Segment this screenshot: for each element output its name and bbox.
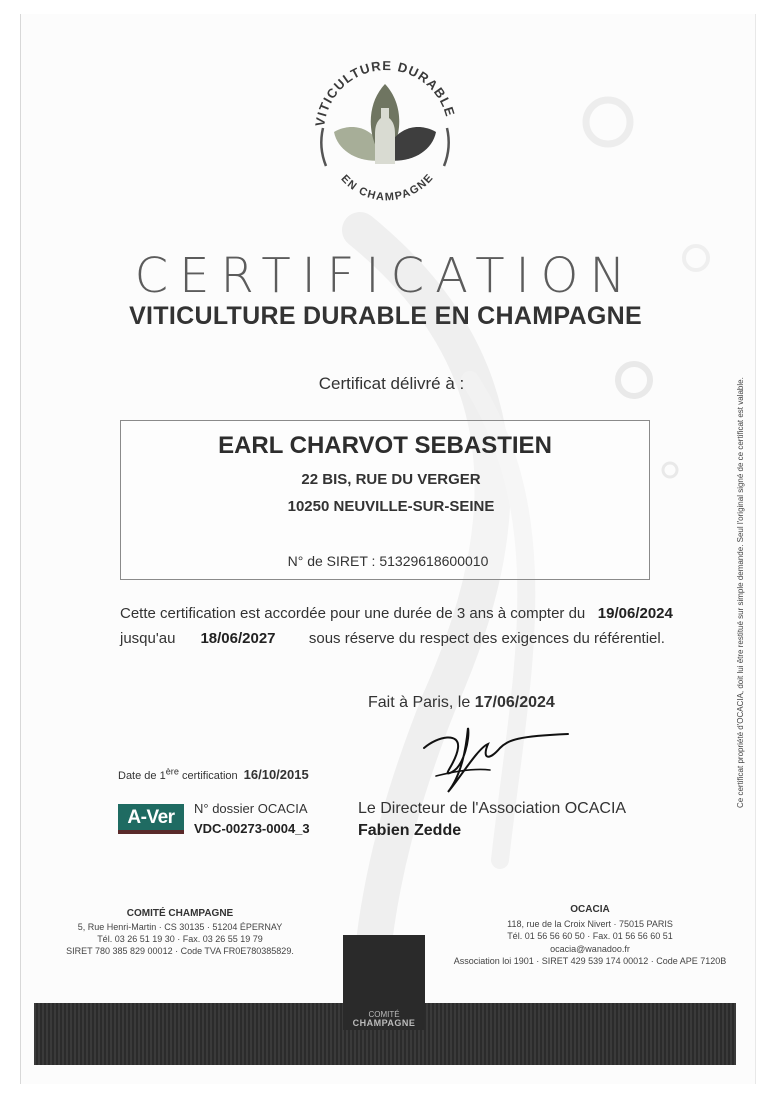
- first-certification: [118, 766, 309, 782]
- director-signature: [418, 718, 578, 798]
- issued-place: Fait à Paris, le: [368, 694, 471, 711]
- footer-right-line: Tél. 01 56 56 60 50 · Fax. 01 56 56 60 51: [507, 931, 673, 941]
- viticulture-durable-logo: [300, 48, 470, 218]
- holder-address-line1: 22 BIS, RUE DU VERGER: [301, 471, 481, 488]
- first-cert-date: 16/10/2015: [243, 766, 309, 782]
- svg-text:EN CHAMPAGNE: [338, 171, 436, 203]
- logo-bracket-left: [321, 128, 326, 166]
- siret-label: N° de SIRET :: [287, 553, 376, 569]
- footer-left-line: SIRET 780 385 829 00012 · Code TVA FR0E780385829.: [66, 946, 294, 956]
- footer-right-line: ocacia@wanadoo.fr: [550, 943, 630, 954]
- certification-title: CERTIFICATION: [134, 248, 637, 304]
- start-date: 19/06/2024: [597, 605, 673, 622]
- footer-right-heading: OCACIA: [570, 904, 610, 915]
- footer-left-line: 5, Rue Henri-Martin · CS 30135 · 51204 ÉPERNAY: [77, 922, 283, 932]
- validity-line2: [120, 630, 665, 647]
- holder-name: EARL CHARVOT SEBASTIEN: [218, 432, 552, 459]
- bottom-logo-label: [343, 1010, 425, 1028]
- bottom-logo-small: COMITÉ: [368, 1010, 400, 1019]
- footer-right-line: 118, rue de la Croix Nivert · 75015 PARIS: [507, 918, 673, 929]
- siret-line: [120, 553, 650, 569]
- logo-arc-top-text: VITICULTURE DURABLE: [312, 57, 459, 128]
- footer-ocacia: [440, 904, 740, 968]
- footer-comite-champagne: [40, 908, 320, 957]
- end-date: 18/06/2027: [200, 630, 276, 647]
- director-title: Le Directeur de l'Association OCACIA: [358, 800, 627, 817]
- director-name: Fabien Zedde: [358, 822, 462, 839]
- footer-right-line: Association loi 1901 · SIRET 429 539 174 00012 · Code APE 7120B: [453, 956, 727, 966]
- holder-address-line2: 10250 NEUVILLE-SUR-SEINE: [287, 498, 495, 515]
- footer-left-line: Tél. 03 26 51 19 30 · Fax. 03 26 55 19 79: [97, 934, 263, 944]
- vertical-ownership-note: Ce certificat propriété d'OCACIA, doit lui être restitué sur simple demande. Seul l'original signé de ce certificat est valable.: [736, 377, 745, 808]
- issued-line: [368, 694, 555, 712]
- delivered-to-label: Certificat délivré à :: [318, 374, 465, 393]
- until-text: jusqu'au: [120, 630, 176, 647]
- conditions-text: sous réserve du respect des exigences du référentiel.: [308, 630, 665, 647]
- siret-value: 51329618600010: [379, 553, 489, 569]
- first-cert-label: Date de 1ère certification: [118, 766, 238, 782]
- certification-subtitle: VITICULTURE DURABLE EN CHAMPAGNE: [129, 302, 642, 330]
- dossier-label: N° dossier OCACIA: [194, 801, 308, 816]
- dossier-value: VDC-00273-0004_3: [194, 821, 310, 836]
- logo-bracket-right: [444, 128, 449, 166]
- validity-line1: [120, 605, 673, 622]
- aver-logo: A-Ver: [118, 804, 184, 834]
- logo-arc-bottom-text: EN CHAMPAGNE: [338, 171, 437, 204]
- issued-date: 17/06/2024: [474, 694, 555, 711]
- bottom-logo-big: CHAMPAGNE: [352, 1018, 416, 1028]
- footer-left-heading: COMITÉ CHAMPAGNE: [126, 908, 234, 919]
- validity-text: Cette certification est accordée pour une durée de 3 ans à compter du: [120, 605, 586, 622]
